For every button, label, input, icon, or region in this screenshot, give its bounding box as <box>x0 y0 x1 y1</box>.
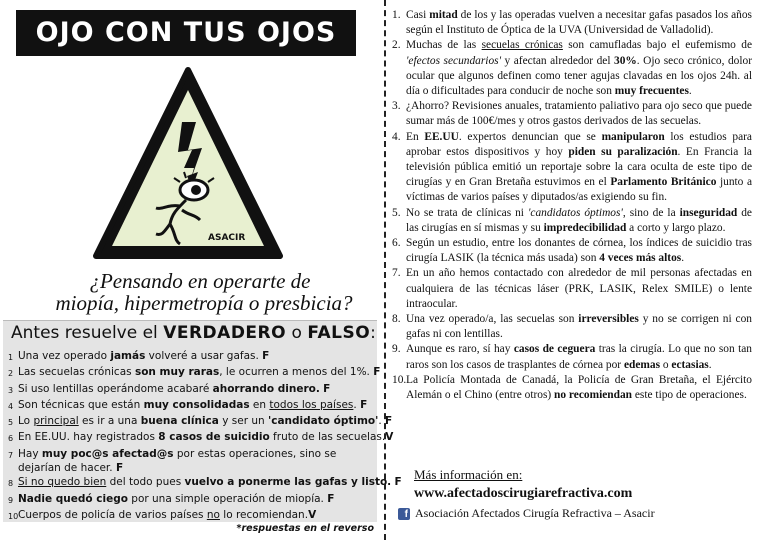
quiz-text: lo recomiendan. <box>219 508 309 521</box>
fact-number: 9. <box>392 343 401 356</box>
quiz-item <box>8 365 381 381</box>
quiz-text-bold: 'candidato óptimo' <box>268 415 379 428</box>
warning-sign-icon <box>90 64 286 264</box>
fact-item <box>392 38 752 99</box>
quiz-text: es ir a una <box>78 415 141 428</box>
quiz-answer: F <box>373 366 381 379</box>
fact-item <box>392 130 752 206</box>
quiz-heading-pre: Antes resuelve el <box>11 323 164 343</box>
fact-item <box>392 312 752 342</box>
quiz-item-num: 4 <box>8 401 14 411</box>
quiz-text-bold: jamás <box>110 350 146 362</box>
quiz-item <box>8 492 374 508</box>
quiz-text: . <box>378 415 382 428</box>
question-line-2: miopía, hipermetropía o presbicia? <box>55 291 353 315</box>
quiz-answer: V <box>308 508 317 521</box>
association-line[interactable] <box>398 506 655 521</box>
quiz-text-underline: principal <box>33 415 79 428</box>
quiz-item <box>8 382 374 398</box>
fact-number: 4. <box>392 130 401 143</box>
fact-number: 3. <box>392 100 401 113</box>
quiz-text: Cuerpos de policía de varios países <box>18 508 207 521</box>
quiz-text-bold: vuelvo a ponerme las gafas y listo. <box>184 476 392 489</box>
quiz-text-bold: muy consolidadas <box>143 398 250 411</box>
fact-number: 7. <box>392 267 401 280</box>
website-link[interactable]: www.afectadoscirugiarefractiva.com <box>414 486 633 501</box>
fact-item <box>392 206 752 236</box>
quiz-text: por estas operaciones, sino se dejarían de hacer. <box>18 447 337 475</box>
quiz-text-bold: buena clínica <box>140 415 219 428</box>
quiz-text-bold: ahorrando dinero. <box>212 382 320 395</box>
fact-item <box>392 8 752 38</box>
quiz-item-num: 5 <box>8 418 14 428</box>
fact-item <box>392 342 752 372</box>
fact-number: 6. <box>392 237 401 250</box>
quiz-text: volveré a usar gafas. <box>145 350 259 362</box>
quiz-heading <box>11 323 376 343</box>
association-name: Asociación Afectados Cirugía Refractiva – Asacir <box>415 506 655 520</box>
quiz-text-bold: 8 casos de suicidio <box>158 431 270 444</box>
facebook-icon: f <box>398 508 410 520</box>
dashed-cut-line <box>384 0 386 540</box>
quiz-text-bold: son muy raras <box>134 366 220 379</box>
more-info-label: Más información en: <box>414 467 523 482</box>
quiz-text: Una vez operado <box>18 350 111 362</box>
question-line-1: ¿Pensando en operarte de <box>89 269 311 293</box>
quiz-text: Son técnicas que están <box>18 398 144 411</box>
fact-text: Según un estudio, entre los donantes de córnea, los índices de suicidio tras cirugía LASIK (la técnica más usada) son 4 veces más altos. <box>406 237 752 265</box>
quiz-list <box>8 349 402 524</box>
fact-number: 2. <box>392 39 401 52</box>
quiz-item-num: 2 <box>8 369 14 379</box>
sign-label: ASACIR <box>208 233 246 243</box>
answers-footnote: *respuestas en el reverso <box>236 523 374 534</box>
quiz-item <box>8 475 402 491</box>
quiz-heading-true: VERDADERO <box>163 323 287 343</box>
facts-panel <box>392 8 752 403</box>
fact-text: Casi mitad de los y las operadas vuelven a necesitar gafas pasados los años según el Instituto de Óptica de la UVA (Universidad de Valladolid). <box>406 9 752 37</box>
quiz-answer: F <box>323 382 331 395</box>
quiz-answer: V <box>385 431 394 444</box>
fact-text: Una vez operado/a, las secuelas son irreversibles y no se corrigen ni con gafas ni con lentillas. <box>406 313 752 341</box>
quiz-item-num: 8 <box>8 479 14 489</box>
quiz-item-num: 6 <box>8 434 14 444</box>
facts-list <box>392 8 752 403</box>
fact-number: 5. <box>392 206 401 219</box>
quiz-text: del todo pues <box>106 476 185 489</box>
quiz-text-bold: muy poc@s afectad@s <box>41 447 174 460</box>
quiz-text: Hay <box>18 447 42 460</box>
quiz-text: Lo <box>18 415 34 428</box>
quiz-item-num: 10 <box>8 511 19 521</box>
quiz-item <box>8 398 374 414</box>
quiz-text: y ser un <box>218 415 268 428</box>
quiz-text: en <box>249 398 270 411</box>
fact-item <box>392 373 752 403</box>
quiz-answer: F <box>262 350 270 362</box>
fact-text: Aunque es raro, sí hay casos de ceguera tras la cirugía. Lo que no son tan raros son los casos de trasplantes de córnea por edemas o ectasias. <box>406 343 752 371</box>
fact-item <box>392 99 752 129</box>
quiz-text-underline: Si no quedo bien <box>18 476 107 489</box>
quiz-item <box>8 447 374 476</box>
fact-text: Muchas de las secuelas crónicas son camufladas bajo el eufemismo de 'efectos secundarios' y afectan alrededor del 30%. Ojo seco crónico, dolor ocular que algunos definen como tener agujas clavadas en los ojos 24h. al día o dificultades para conducir de noche son muy frecuentes. <box>406 39 753 98</box>
quiz-text: Si uso lentillas operándome acabaré <box>18 382 213 395</box>
quiz-text: por una simple operación de miopía. <box>127 492 324 505</box>
quiz-text: Las secuelas crónicas <box>18 366 135 379</box>
quiz-text: , le ocurren a menos del 1%. <box>219 366 370 379</box>
fact-item <box>392 266 752 312</box>
quiz-item <box>8 508 374 524</box>
true-false-quiz <box>3 320 402 522</box>
quiz-heading-colon: : <box>370 323 376 343</box>
fact-text: En EE.UU. expertos denuncian que se manipularon los estudios para aprobar estos dispositivos y hoy piden su paralización. En Francia la televisión pública emitió un reportaje sobre la cara oculta de este tipo de cirugías y en Gran Bretaña estuvimos en el Parlamento Británico junto a víctimas de varios países y diputados/as exigiendo su fin. <box>406 130 752 204</box>
quiz-item-num: 1 <box>8 353 14 362</box>
quiz-text: En EE.UU. hay registrados <box>18 431 159 444</box>
quiz-text-bold: Nadie quedó ciego <box>18 492 128 505</box>
fact-number: 10. <box>392 373 407 386</box>
quiz-item <box>8 414 393 430</box>
fact-number: 8. <box>392 313 401 326</box>
fact-item <box>392 236 752 266</box>
fact-text: ¿Ahorro? Revisiones anuales, tratamiento paliativo para ojo seco que puede sumar más de 100€/mes y otros gastos derivados de las secuelas. <box>406 100 752 128</box>
quiz-answer: F <box>327 492 335 505</box>
page-title: OJO CON TUS OJOS <box>16 10 356 56</box>
fact-text: No se trata de clínicas ni 'candidatos óptimos', sino de la inseguridad de las cirugías en sí mismas y su impredecibilidad a corto y largo plazo. <box>406 206 752 234</box>
quiz-text: fruto de las secuelas. <box>269 431 386 444</box>
quiz-item-num: 7 <box>8 450 14 460</box>
quiz-item-num: 3 <box>8 385 14 395</box>
quiz-heading-or: o <box>286 323 308 343</box>
quiz-text-underline: no <box>206 508 220 521</box>
quiz-heading-false: FALSO <box>307 323 371 343</box>
quiz-item <box>8 349 374 365</box>
quiz-answer: F <box>360 398 368 411</box>
quiz-answer: F <box>394 476 402 489</box>
quiz-text: . <box>353 398 357 411</box>
quiz-item <box>8 430 394 446</box>
quiz-answer: F <box>385 415 393 428</box>
fact-text: La Policía Montada de Canadá, la Policía de Gran Bretaña, el Ejército Alemán o el Chino (entre otros) no recomiendan este tipo de operaciones. <box>406 373 752 402</box>
quiz-answer: F <box>115 462 124 475</box>
question <box>40 270 360 314</box>
quiz-item-num: 9 <box>8 495 14 505</box>
fact-text: En un año hemos contactado con alrededor de mil personas afectadas en cualquiera de las técnicas láser (PRK, LASIK, Relex SMILE) o lente intraocular. <box>406 267 752 310</box>
fact-number: 1. <box>392 9 401 21</box>
quiz-text-underline: todos los países <box>269 398 354 411</box>
